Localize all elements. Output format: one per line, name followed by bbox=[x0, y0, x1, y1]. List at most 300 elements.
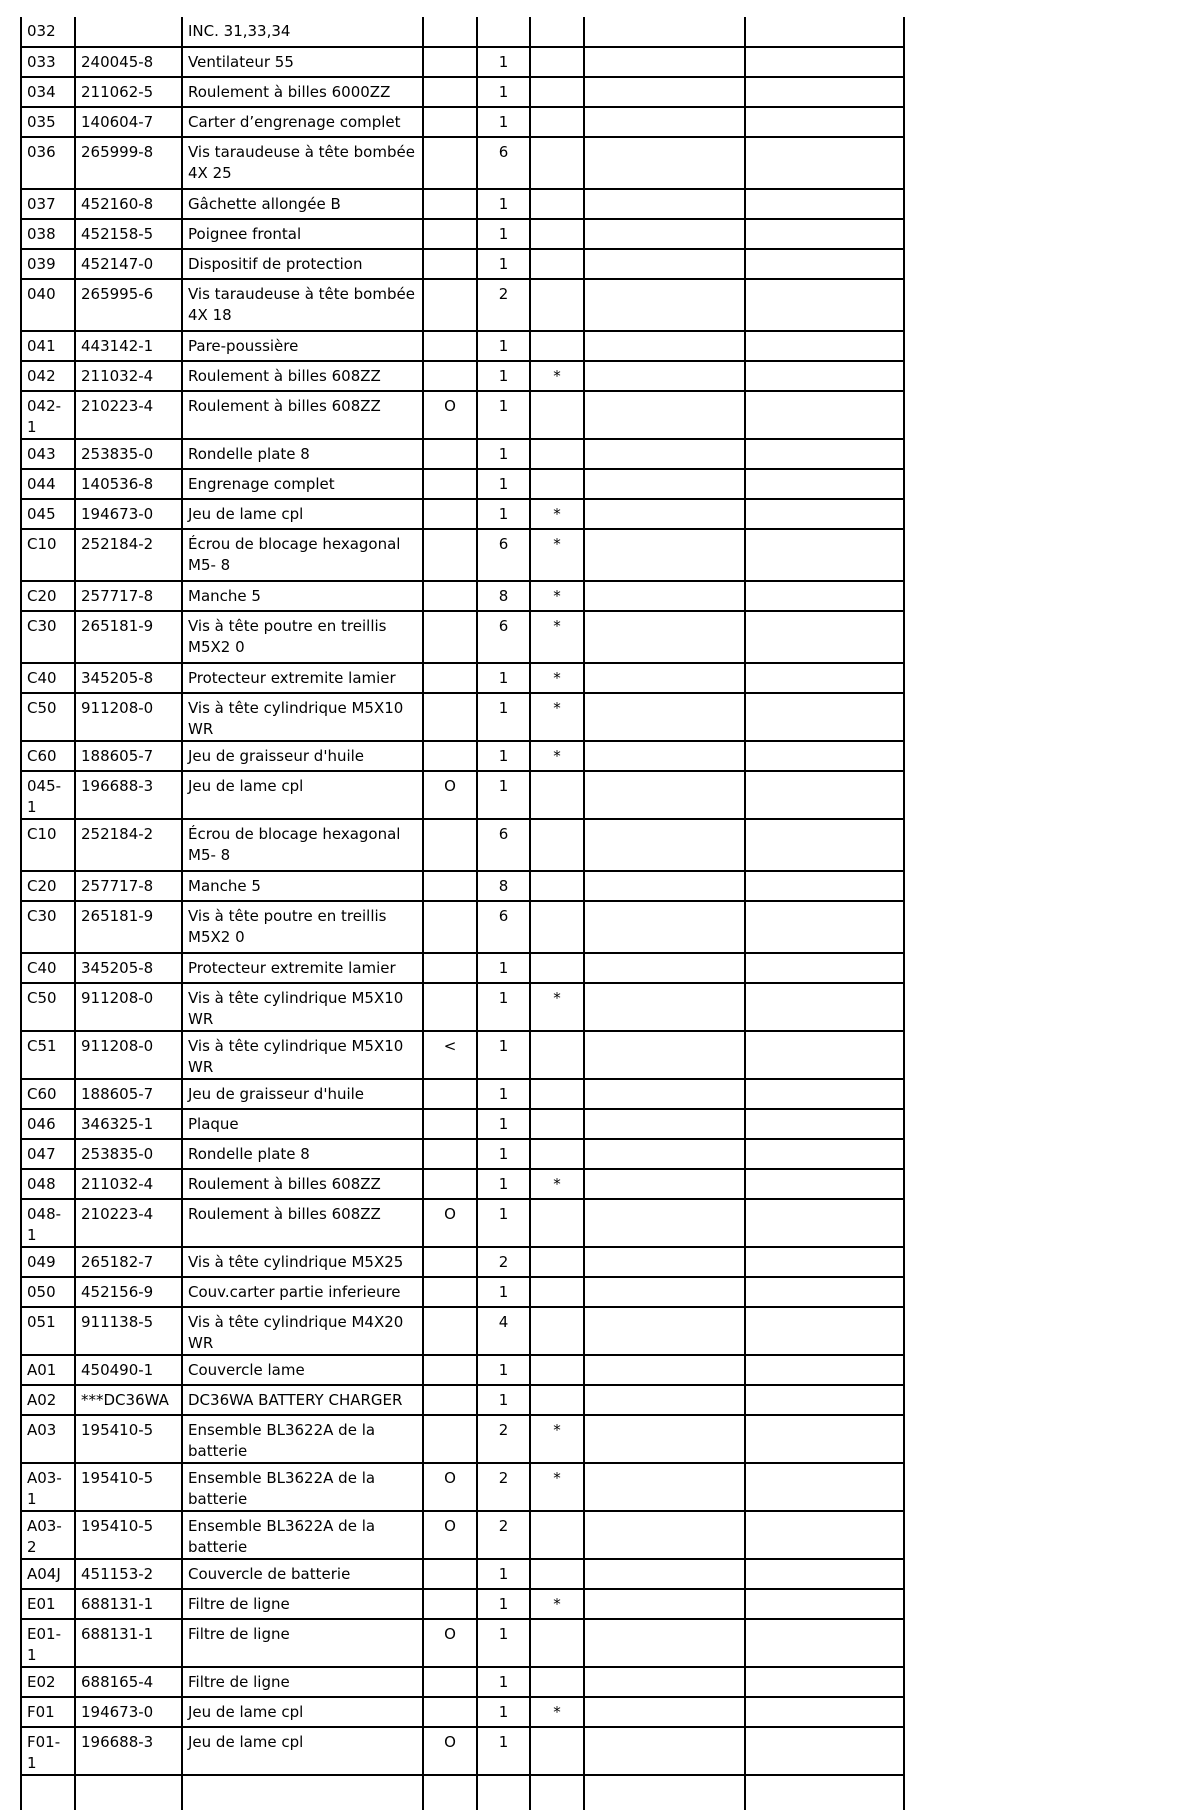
empty-cell bbox=[584, 17, 745, 47]
symbol-cell: O bbox=[423, 391, 477, 439]
empty-cell bbox=[584, 901, 745, 953]
empty-cell bbox=[745, 741, 904, 771]
empty-cell bbox=[584, 1559, 745, 1589]
item-number-cell: 036 bbox=[21, 137, 75, 189]
empty-cell bbox=[745, 1139, 904, 1169]
quantity-cell: 1 bbox=[477, 953, 530, 983]
quantity-cell: 1 bbox=[477, 1697, 530, 1727]
part-number-cell: 196688-3 bbox=[75, 771, 182, 819]
item-number-cell: A03-1 bbox=[21, 1463, 75, 1511]
empty-cell bbox=[745, 107, 904, 137]
empty-cell bbox=[745, 1385, 904, 1415]
empty-cell bbox=[745, 439, 904, 469]
item-number-cell: E02 bbox=[21, 1667, 75, 1697]
description-cell: Jeu de lame cpl bbox=[182, 1727, 423, 1775]
marker-cell: * bbox=[530, 1415, 584, 1463]
table-row bbox=[21, 529, 904, 581]
symbol-cell bbox=[423, 1307, 477, 1355]
empty-cell bbox=[745, 331, 904, 361]
part-number-cell: 345205-8 bbox=[75, 953, 182, 983]
item-number-cell: C30 bbox=[21, 611, 75, 663]
empty-cell bbox=[584, 771, 745, 819]
marker-cell: * bbox=[530, 663, 584, 693]
parts-table-body bbox=[21, 17, 904, 1810]
table-row bbox=[21, 1619, 904, 1667]
part-number-cell: 140536-8 bbox=[75, 469, 182, 499]
symbol-cell bbox=[423, 279, 477, 331]
marker-cell bbox=[530, 1199, 584, 1247]
part-number-cell: 194673-0 bbox=[75, 499, 182, 529]
table-row bbox=[21, 693, 904, 741]
empty-cell bbox=[745, 249, 904, 279]
table-row bbox=[21, 1667, 904, 1697]
marker-cell bbox=[530, 107, 584, 137]
quantity-cell: 1 bbox=[477, 439, 530, 469]
item-number-cell: 040 bbox=[21, 279, 75, 331]
marker-cell bbox=[530, 279, 584, 331]
marker-cell: * bbox=[530, 741, 584, 771]
table-row bbox=[21, 1511, 904, 1559]
description-cell: Ensemble BL3622A de la batterie bbox=[182, 1415, 423, 1463]
part-number-cell: 688165-4 bbox=[75, 1667, 182, 1697]
item-number-cell: 045 bbox=[21, 499, 75, 529]
empty-cell bbox=[745, 391, 904, 439]
symbol-cell bbox=[423, 331, 477, 361]
item-number-cell: C20 bbox=[21, 581, 75, 611]
part-number-cell: 911208-0 bbox=[75, 983, 182, 1031]
item-number-cell: 039 bbox=[21, 249, 75, 279]
empty-cell bbox=[745, 871, 904, 901]
quantity-cell: 8 bbox=[477, 871, 530, 901]
marker-cell bbox=[530, 1247, 584, 1277]
item-number-cell: E01-1 bbox=[21, 1619, 75, 1667]
part-number-cell: 452160-8 bbox=[75, 189, 182, 219]
symbol-cell bbox=[423, 137, 477, 189]
item-number-cell: 049 bbox=[21, 1247, 75, 1277]
quantity-cell: 1 bbox=[477, 1169, 530, 1199]
item-number-cell: 042-1 bbox=[21, 391, 75, 439]
table-row bbox=[21, 819, 904, 871]
quantity-cell: 6 bbox=[477, 819, 530, 871]
part-number-cell: 265182-7 bbox=[75, 1247, 182, 1277]
quantity-cell: 1 bbox=[477, 1667, 530, 1697]
quantity-cell: 1 bbox=[477, 1109, 530, 1139]
description-cell: Pare-poussière bbox=[182, 331, 423, 361]
table-row bbox=[21, 901, 904, 953]
table-row bbox=[21, 1079, 904, 1109]
part-number-cell: 257717-8 bbox=[75, 871, 182, 901]
quantity-cell: 2 bbox=[477, 1463, 530, 1511]
marker-cell: * bbox=[530, 499, 584, 529]
empty-cell bbox=[584, 189, 745, 219]
empty-cell bbox=[745, 771, 904, 819]
symbol-cell bbox=[423, 17, 477, 47]
empty-cell bbox=[745, 1511, 904, 1559]
table-row bbox=[21, 1415, 904, 1463]
table-row bbox=[21, 771, 904, 819]
part-number-cell: 195410-5 bbox=[75, 1511, 182, 1559]
empty-cell bbox=[584, 1619, 745, 1667]
empty-cell bbox=[745, 47, 904, 77]
quantity-cell bbox=[477, 17, 530, 47]
empty-cell bbox=[584, 529, 745, 581]
item-number-cell: C30 bbox=[21, 901, 75, 953]
item-number-cell: C50 bbox=[21, 983, 75, 1031]
marker-cell bbox=[530, 47, 584, 77]
part-number-cell: 253835-0 bbox=[75, 439, 182, 469]
description-cell: Carter d’engrenage complet bbox=[182, 107, 423, 137]
quantity-cell: 1 bbox=[477, 1559, 530, 1589]
empty-cell bbox=[584, 1727, 745, 1775]
empty-cell bbox=[584, 391, 745, 439]
description-cell: Dispositif de protection bbox=[182, 249, 423, 279]
part-number-cell: ***DC36WA bbox=[75, 1385, 182, 1415]
empty-cell bbox=[745, 1463, 904, 1511]
empty-cell bbox=[745, 1589, 904, 1619]
description-cell: Filtre de ligne bbox=[182, 1619, 423, 1667]
item-number-cell: A04J bbox=[21, 1559, 75, 1589]
empty-cell bbox=[584, 953, 745, 983]
marker-cell bbox=[530, 1031, 584, 1079]
empty-cell bbox=[745, 137, 904, 189]
description-cell: Jeu de lame cpl bbox=[182, 499, 423, 529]
empty-cell bbox=[584, 1139, 745, 1169]
item-number-cell: E01 bbox=[21, 1589, 75, 1619]
quantity-cell: 1 bbox=[477, 771, 530, 819]
empty-cell bbox=[745, 1415, 904, 1463]
description-cell: Couvercle lame bbox=[182, 1355, 423, 1385]
empty-cell bbox=[584, 819, 745, 871]
item-number-cell: 037 bbox=[21, 189, 75, 219]
quantity-cell: 1 bbox=[477, 1619, 530, 1667]
description-cell: Protecteur extremite lamier bbox=[182, 663, 423, 693]
empty-cell bbox=[584, 331, 745, 361]
marker-cell bbox=[530, 1667, 584, 1697]
description-cell: Vis à tête cylindrique M4X20 WR bbox=[182, 1307, 423, 1355]
empty-cell bbox=[584, 47, 745, 77]
description-cell: DC36WA BATTERY CHARGER bbox=[182, 1385, 423, 1415]
marker-cell bbox=[530, 137, 584, 189]
item-number-cell: C50 bbox=[21, 693, 75, 741]
empty-cell bbox=[584, 219, 745, 249]
quantity-cell: 1 bbox=[477, 249, 530, 279]
description-cell: Filtre de ligne bbox=[182, 1589, 423, 1619]
symbol-cell bbox=[423, 1169, 477, 1199]
description-cell: Vis taraudeuse à tête bombée 4X 25 bbox=[182, 137, 423, 189]
symbol-cell bbox=[423, 1247, 477, 1277]
marker-cell: * bbox=[530, 581, 584, 611]
marker-cell bbox=[530, 1079, 584, 1109]
quantity-cell: 1 bbox=[477, 1199, 530, 1247]
empty-cell bbox=[745, 1277, 904, 1307]
part-number-cell: 265181-9 bbox=[75, 901, 182, 953]
symbol-cell: O bbox=[423, 1199, 477, 1247]
part-number-cell: 452147-0 bbox=[75, 249, 182, 279]
quantity-cell: 1 bbox=[477, 391, 530, 439]
description-cell: Roulement à billes 6000ZZ bbox=[182, 77, 423, 107]
item-number-cell: 047 bbox=[21, 1139, 75, 1169]
marker-cell: * bbox=[530, 1697, 584, 1727]
quantity-cell: 1 bbox=[477, 331, 530, 361]
empty-cell bbox=[745, 819, 904, 871]
symbol-cell bbox=[423, 871, 477, 901]
item-number-cell: 038 bbox=[21, 219, 75, 249]
empty-cell bbox=[584, 611, 745, 663]
empty-cell bbox=[584, 1169, 745, 1199]
empty-cell bbox=[584, 1079, 745, 1109]
marker-cell: * bbox=[530, 529, 584, 581]
marker-cell bbox=[530, 953, 584, 983]
empty-cell bbox=[584, 499, 745, 529]
empty-cell bbox=[584, 871, 745, 901]
part-number-cell: 911208-0 bbox=[75, 693, 182, 741]
table-row bbox=[21, 47, 904, 77]
empty-cell bbox=[745, 469, 904, 499]
part-number-cell: 688131-1 bbox=[75, 1589, 182, 1619]
table-row bbox=[21, 1463, 904, 1511]
symbol-cell: < bbox=[423, 1031, 477, 1079]
description-cell: Ensemble BL3622A de la batterie bbox=[182, 1511, 423, 1559]
symbol-cell: O bbox=[423, 1727, 477, 1775]
symbol-cell bbox=[423, 469, 477, 499]
empty-cell bbox=[584, 1199, 745, 1247]
table-row bbox=[21, 219, 904, 249]
empty-cell bbox=[530, 1775, 584, 1810]
description-cell: Jeu de graisseur d'huile bbox=[182, 1079, 423, 1109]
quantity-cell: 1 bbox=[477, 1139, 530, 1169]
symbol-cell: O bbox=[423, 1463, 477, 1511]
description-cell: Engrenage complet bbox=[182, 469, 423, 499]
empty-cell bbox=[584, 1415, 745, 1463]
empty-cell bbox=[584, 581, 745, 611]
item-number-cell: 048 bbox=[21, 1169, 75, 1199]
description-cell: Écrou de blocage hexagonal M5- 8 bbox=[182, 819, 423, 871]
table-row bbox=[21, 361, 904, 391]
empty-cell bbox=[745, 189, 904, 219]
quantity-cell: 1 bbox=[477, 219, 530, 249]
item-number-cell: 048-1 bbox=[21, 1199, 75, 1247]
table-row bbox=[21, 741, 904, 771]
description-cell: Vis à tête poutre en treillis M5X2 0 bbox=[182, 901, 423, 953]
quantity-cell: 1 bbox=[477, 77, 530, 107]
symbol-cell bbox=[423, 1109, 477, 1139]
item-number-cell: C51 bbox=[21, 1031, 75, 1079]
part-number-cell: 140604-7 bbox=[75, 107, 182, 137]
empty-cell bbox=[745, 499, 904, 529]
empty-cell bbox=[745, 279, 904, 331]
symbol-cell bbox=[423, 439, 477, 469]
marker-cell bbox=[530, 1355, 584, 1385]
item-number-cell: A02 bbox=[21, 1385, 75, 1415]
part-number-cell: 911208-0 bbox=[75, 1031, 182, 1079]
table-row bbox=[21, 189, 904, 219]
part-number-cell: 253835-0 bbox=[75, 1139, 182, 1169]
quantity-cell: 1 bbox=[477, 499, 530, 529]
part-number-cell: 265999-8 bbox=[75, 137, 182, 189]
table-row bbox=[21, 1559, 904, 1589]
marker-cell bbox=[530, 1139, 584, 1169]
description-cell: Jeu de lame cpl bbox=[182, 771, 423, 819]
quantity-cell: 2 bbox=[477, 1511, 530, 1559]
marker-cell bbox=[530, 1511, 584, 1559]
symbol-cell bbox=[423, 1589, 477, 1619]
table-row bbox=[21, 581, 904, 611]
marker-cell bbox=[530, 17, 584, 47]
description-cell: Manche 5 bbox=[182, 871, 423, 901]
table-row bbox=[21, 871, 904, 901]
table-row bbox=[21, 1199, 904, 1247]
part-number-cell: 911138-5 bbox=[75, 1307, 182, 1355]
empty-cell bbox=[745, 953, 904, 983]
item-number-cell: 041 bbox=[21, 331, 75, 361]
description-cell: Roulement à billes 608ZZ bbox=[182, 361, 423, 391]
symbol-cell bbox=[423, 611, 477, 663]
empty-cell bbox=[584, 77, 745, 107]
part-number-cell: 450490-1 bbox=[75, 1355, 182, 1385]
empty-cell bbox=[745, 693, 904, 741]
description-cell: Vis à tête poutre en treillis M5X2 0 bbox=[182, 611, 423, 663]
quantity-cell: 1 bbox=[477, 189, 530, 219]
symbol-cell bbox=[423, 1355, 477, 1385]
description-cell: Écrou de blocage hexagonal M5- 8 bbox=[182, 529, 423, 581]
marker-cell bbox=[530, 249, 584, 279]
empty-cell bbox=[745, 17, 904, 47]
table-row bbox=[21, 1031, 904, 1079]
symbol-cell bbox=[423, 189, 477, 219]
description-cell: Vis à tête cylindrique M5X10 WR bbox=[182, 1031, 423, 1079]
quantity-cell: 1 bbox=[477, 1277, 530, 1307]
description-cell: Ventilateur 55 bbox=[182, 47, 423, 77]
symbol-cell bbox=[423, 47, 477, 77]
part-number-cell: 240045-8 bbox=[75, 47, 182, 77]
empty-cell bbox=[745, 1109, 904, 1139]
description-cell: Vis à tête cylindrique M5X25 bbox=[182, 1247, 423, 1277]
empty-cell bbox=[745, 529, 904, 581]
symbol-cell bbox=[423, 499, 477, 529]
item-number-cell: C20 bbox=[21, 871, 75, 901]
empty-cell bbox=[584, 361, 745, 391]
description-cell: Couvercle de batterie bbox=[182, 1559, 423, 1589]
part-number-cell: 210223-4 bbox=[75, 391, 182, 439]
symbol-cell bbox=[423, 361, 477, 391]
table-row bbox=[21, 469, 904, 499]
description-cell: Vis à tête cylindrique M5X10 WR bbox=[182, 693, 423, 741]
table-row bbox=[21, 439, 904, 469]
part-number-cell: 257717-8 bbox=[75, 581, 182, 611]
symbol-cell bbox=[423, 663, 477, 693]
marker-cell bbox=[530, 1307, 584, 1355]
item-number-cell: F01 bbox=[21, 1697, 75, 1727]
item-number-cell: 050 bbox=[21, 1277, 75, 1307]
table-row bbox=[21, 391, 904, 439]
item-number-cell: 045-1 bbox=[21, 771, 75, 819]
part-number-cell: 196688-3 bbox=[75, 1727, 182, 1775]
parts-table bbox=[20, 17, 905, 1810]
empty-cell bbox=[584, 1511, 745, 1559]
part-number-cell: 188605-7 bbox=[75, 1079, 182, 1109]
empty-cell bbox=[745, 1199, 904, 1247]
part-number-cell: 194673-0 bbox=[75, 1697, 182, 1727]
part-number-cell: 252184-2 bbox=[75, 529, 182, 581]
item-number-cell: A03-2 bbox=[21, 1511, 75, 1559]
marker-cell bbox=[530, 439, 584, 469]
empty-cell bbox=[584, 663, 745, 693]
symbol-cell bbox=[423, 1667, 477, 1697]
symbol-cell bbox=[423, 1559, 477, 1589]
empty-cell bbox=[584, 1667, 745, 1697]
table-row bbox=[21, 983, 904, 1031]
empty-cell bbox=[745, 611, 904, 663]
symbol-cell bbox=[423, 1385, 477, 1415]
description-cell: Jeu de graisseur d'huile bbox=[182, 741, 423, 771]
table-row bbox=[21, 611, 904, 663]
empty-cell bbox=[745, 581, 904, 611]
marker-cell: * bbox=[530, 1589, 584, 1619]
quantity-cell: 2 bbox=[477, 1247, 530, 1277]
empty-cell bbox=[423, 1775, 477, 1810]
quantity-cell: 1 bbox=[477, 663, 530, 693]
empty-cell bbox=[745, 1697, 904, 1727]
empty-cell bbox=[75, 1775, 182, 1810]
description-cell: Roulement à billes 608ZZ bbox=[182, 391, 423, 439]
table-row bbox=[21, 1247, 904, 1277]
empty-cell bbox=[745, 1031, 904, 1079]
marker-cell: * bbox=[530, 1169, 584, 1199]
quantity-cell: 6 bbox=[477, 529, 530, 581]
part-number-cell: 346325-1 bbox=[75, 1109, 182, 1139]
part-number-cell: 188605-7 bbox=[75, 741, 182, 771]
empty-cell bbox=[745, 1307, 904, 1355]
marker-cell: * bbox=[530, 361, 584, 391]
description-cell: Couv.carter partie inferieure bbox=[182, 1277, 423, 1307]
part-number-cell: 211062-5 bbox=[75, 77, 182, 107]
item-number-cell: C10 bbox=[21, 529, 75, 581]
marker-cell bbox=[530, 219, 584, 249]
item-number-cell: F01-1 bbox=[21, 1727, 75, 1775]
marker-cell bbox=[530, 1619, 584, 1667]
item-number-cell: 035 bbox=[21, 107, 75, 137]
item-number-cell: C40 bbox=[21, 953, 75, 983]
symbol-cell bbox=[423, 983, 477, 1031]
table-row bbox=[21, 77, 904, 107]
empty-cell bbox=[584, 279, 745, 331]
empty-cell bbox=[745, 901, 904, 953]
empty-cell bbox=[745, 1169, 904, 1199]
marker-cell: * bbox=[530, 983, 584, 1031]
quantity-cell: 1 bbox=[477, 693, 530, 741]
empty-cell bbox=[745, 1667, 904, 1697]
table-row bbox=[21, 1139, 904, 1169]
item-number-cell: C60 bbox=[21, 741, 75, 771]
marker-cell bbox=[530, 771, 584, 819]
table-row bbox=[21, 1277, 904, 1307]
table-row bbox=[21, 663, 904, 693]
description-cell: Jeu de lame cpl bbox=[182, 1697, 423, 1727]
empty-cell bbox=[745, 1079, 904, 1109]
description-cell: Rondelle plate 8 bbox=[182, 1139, 423, 1169]
quantity-cell: 1 bbox=[477, 741, 530, 771]
symbol-cell bbox=[423, 693, 477, 741]
empty-cell bbox=[584, 1109, 745, 1139]
item-number-cell: C60 bbox=[21, 1079, 75, 1109]
quantity-cell: 1 bbox=[477, 1727, 530, 1775]
quantity-cell: 1 bbox=[477, 47, 530, 77]
symbol-cell: O bbox=[423, 771, 477, 819]
quantity-cell: 1 bbox=[477, 983, 530, 1031]
description-cell: Roulement à billes 608ZZ bbox=[182, 1169, 423, 1199]
symbol-cell bbox=[423, 1139, 477, 1169]
part-number-cell: 451153-2 bbox=[75, 1559, 182, 1589]
